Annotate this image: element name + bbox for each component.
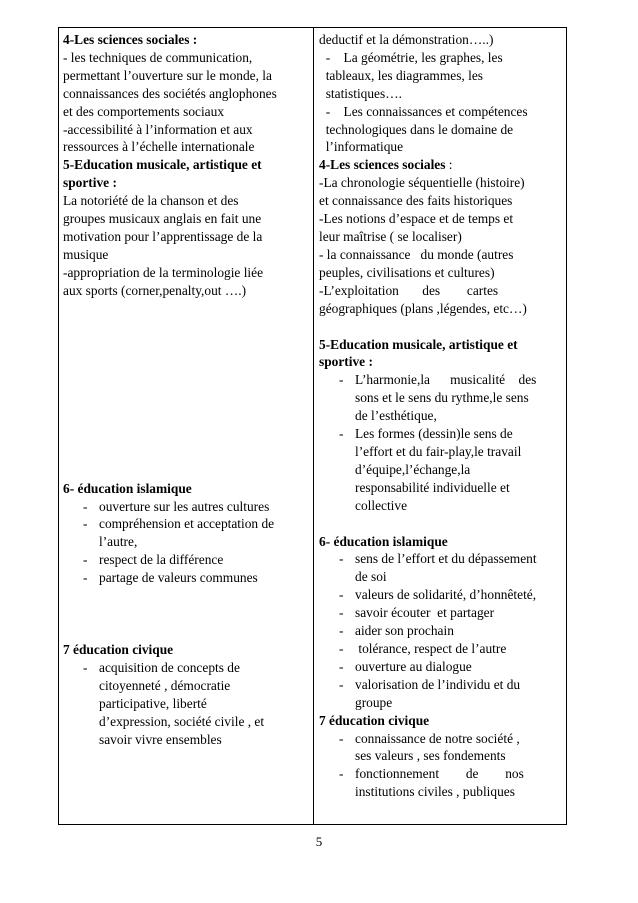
heading-colon: : [445,157,453,173]
list-item-text: institutions civiles , publiques [355,784,515,800]
bullet-dash: - [339,605,344,621]
list-item-text: citoyenneté , démocratie [99,677,231,693]
list-item-text: l’autre, [99,534,138,550]
left-music-text [63,192,307,299]
text-line: tableaux, les diagrammes, les [319,67,483,83]
list-item [319,586,563,604]
text-line: musique [63,246,109,262]
list-item-continuation [63,731,307,749]
list-item-continuation [63,533,307,551]
list-item-text: respect de la différence [99,552,224,568]
list-item [319,604,563,622]
list-item [63,551,307,569]
text-line: - La géométrie, les graphes, les [319,49,503,65]
left-column [63,31,307,748]
text-line: statistiques…. [319,85,402,101]
left-social-text [63,49,307,156]
bullet-dash: - [339,426,344,442]
list-item-text: participative, liberté [99,695,207,711]
text-line: - les techniques de communication, [63,49,253,65]
list-item-text: aider son prochain [355,623,454,639]
list-item [319,640,563,658]
text-line: - Les connaissances et compétences [319,103,528,119]
text-line: - la connaissance du monde (autres [319,246,514,262]
bullet-dash: - [339,766,344,782]
right-social-heading-row [319,156,563,174]
text-line: La notoriété de la chanson et des [63,193,239,209]
list-item-text: tolérance, respect de l’autre [355,641,507,656]
text-line: motivation pour l’apprentissage de la [63,228,263,244]
page-number: 5 [315,834,323,849]
list-item [63,569,307,587]
left-civic-heading: 7 éducation civique [63,642,174,658]
list-item-text: L’harmonie,la musicalité des [355,372,537,388]
list-item-text: ouverture sur les autres cultures [99,498,270,514]
text-line: groupes musicaux anglais en fait une [63,211,262,227]
left-music-heading-2: sportive : [63,175,117,191]
list-item-continuation [319,443,563,461]
right-column [319,31,563,801]
text-line: -L’exploitation des cartes [319,282,499,298]
list-item-continuation [319,461,563,479]
list-item [319,622,563,640]
list-item-continuation [63,695,307,713]
list-item-continuation [319,747,563,765]
text-line: peuples, civilisations et cultures) [319,264,495,280]
list-item-text: sons et le sens du rythme,le sens [355,390,529,406]
bullet-dash: - [339,551,344,567]
text-line: géographiques (plans ,légendes, etc…) [319,300,527,316]
text-line: et des comportements sociaux [63,103,225,119]
text-line: deductif et la démonstration…..) [319,32,494,47]
bullet-dash: - [339,641,344,656]
list-item-text: connaissance de notre société , [355,730,520,746]
bullet-dash: - [83,659,88,675]
right-islam-heading: 6- éducation islamique [319,533,448,549]
list-item-continuation [319,497,563,515]
spacer [319,318,563,336]
list-item-continuation [319,479,563,497]
text-line: technologiques dans le domaine de [319,121,514,137]
list-item-text: valeurs de solidarité, d’honnêteté, [355,587,537,603]
left-islam-heading: 6- éducation islamique [63,480,192,496]
list-item-text: ouverture au dialogue [355,658,472,674]
list-item [319,371,563,389]
text-line: -appropriation de la terminologie liée [63,264,264,280]
text-line: permettant l’ouverture sur le monde, la [63,67,272,83]
list-item [63,515,307,533]
list-item-text: sens de l’effort et du dépassement [355,551,537,567]
bullet-dash: - [83,516,88,532]
text-line: aux sports (corner,penalty,out ….) [63,282,247,298]
list-item-text: de soi [355,569,387,585]
list-item-text: collective [355,497,408,513]
list-item-text: d’expression, société civile , et [99,713,265,729]
list-item [63,498,307,516]
bullet-dash: - [83,498,88,514]
bullet-dash: - [339,372,344,388]
list-item-continuation [63,677,307,695]
list-item-continuation [63,713,307,731]
list-item [319,658,563,676]
content-table [58,27,567,825]
list-item-continuation [319,407,563,425]
text-line: -La chronologie séquentielle (histoire) [319,175,525,191]
text-line: leur maîtrise ( se localiser) [319,228,462,244]
list-item-continuation [319,389,563,407]
text-line: -accessibilité à l’information et aux [63,121,253,137]
list-item-text: d’équipe,l’échange,la [355,461,471,477]
spacer [63,587,307,641]
text-line: connaissances des sociétés anglophones [63,85,277,101]
bullet-dash: - [83,570,88,586]
spacer [319,515,563,533]
list-item [319,730,563,748]
list-item-text: responsabilité individuelle et [355,479,510,495]
left-social-heading: 4-Les sciences sociales : [63,32,198,47]
list-item-continuation [319,783,563,801]
right-social-heading: 4-Les sciences sociales [319,157,446,173]
list-item [63,659,307,677]
list-item-text: de l’esthétique, [355,408,437,424]
spacer [63,300,307,480]
list-item [319,550,563,568]
list-item [319,676,563,694]
right-music-heading-1: 5-Education musicale, artistique et [319,336,518,352]
left-music-heading-1: 5-Education musicale, artistique et [63,157,262,173]
text-line: et connaissance des faits historiques [319,193,513,209]
bullet-dash: - [339,658,344,674]
bullet-dash: - [339,676,344,692]
list-item-text: savoir vivre ensembles [99,731,222,747]
text-line: ressources à l’échelle internationale [63,139,255,155]
right-civic-heading: 7 éducation civique [319,712,430,728]
list-item-text: compréhension et acceptation de [99,516,275,532]
bullet-dash: - [83,552,88,568]
text-line: l’informatique [319,139,404,155]
list-item [319,765,563,783]
list-item-text: Les formes (dessin)le sens de [355,426,513,442]
right-music-heading-2: sportive : [319,354,373,370]
list-item-text: partage de valeurs communes [99,570,258,586]
list-item-continuation [319,694,563,712]
list-item-text: groupe [355,694,393,710]
bullet-dash: - [339,623,344,639]
list-item-text: acquisition de concepts de [99,659,240,675]
list-item-text: ses valeurs , ses fondements [355,748,506,764]
list-item-continuation [319,568,563,586]
bullet-dash: - [339,730,344,746]
bullet-dash: - [339,587,344,603]
list-item [319,425,563,443]
list-item-text: valorisation de l’individu et du [355,676,521,692]
list-item-text: l’effort et du fair-play,le travail [355,443,522,459]
text-line: -Les notions d’espace et de temps et [319,211,514,227]
column-divider [313,28,314,824]
list-item-text: savoir écouter et partager [355,605,495,621]
list-item-text: fonctionnement de nos [355,766,524,782]
